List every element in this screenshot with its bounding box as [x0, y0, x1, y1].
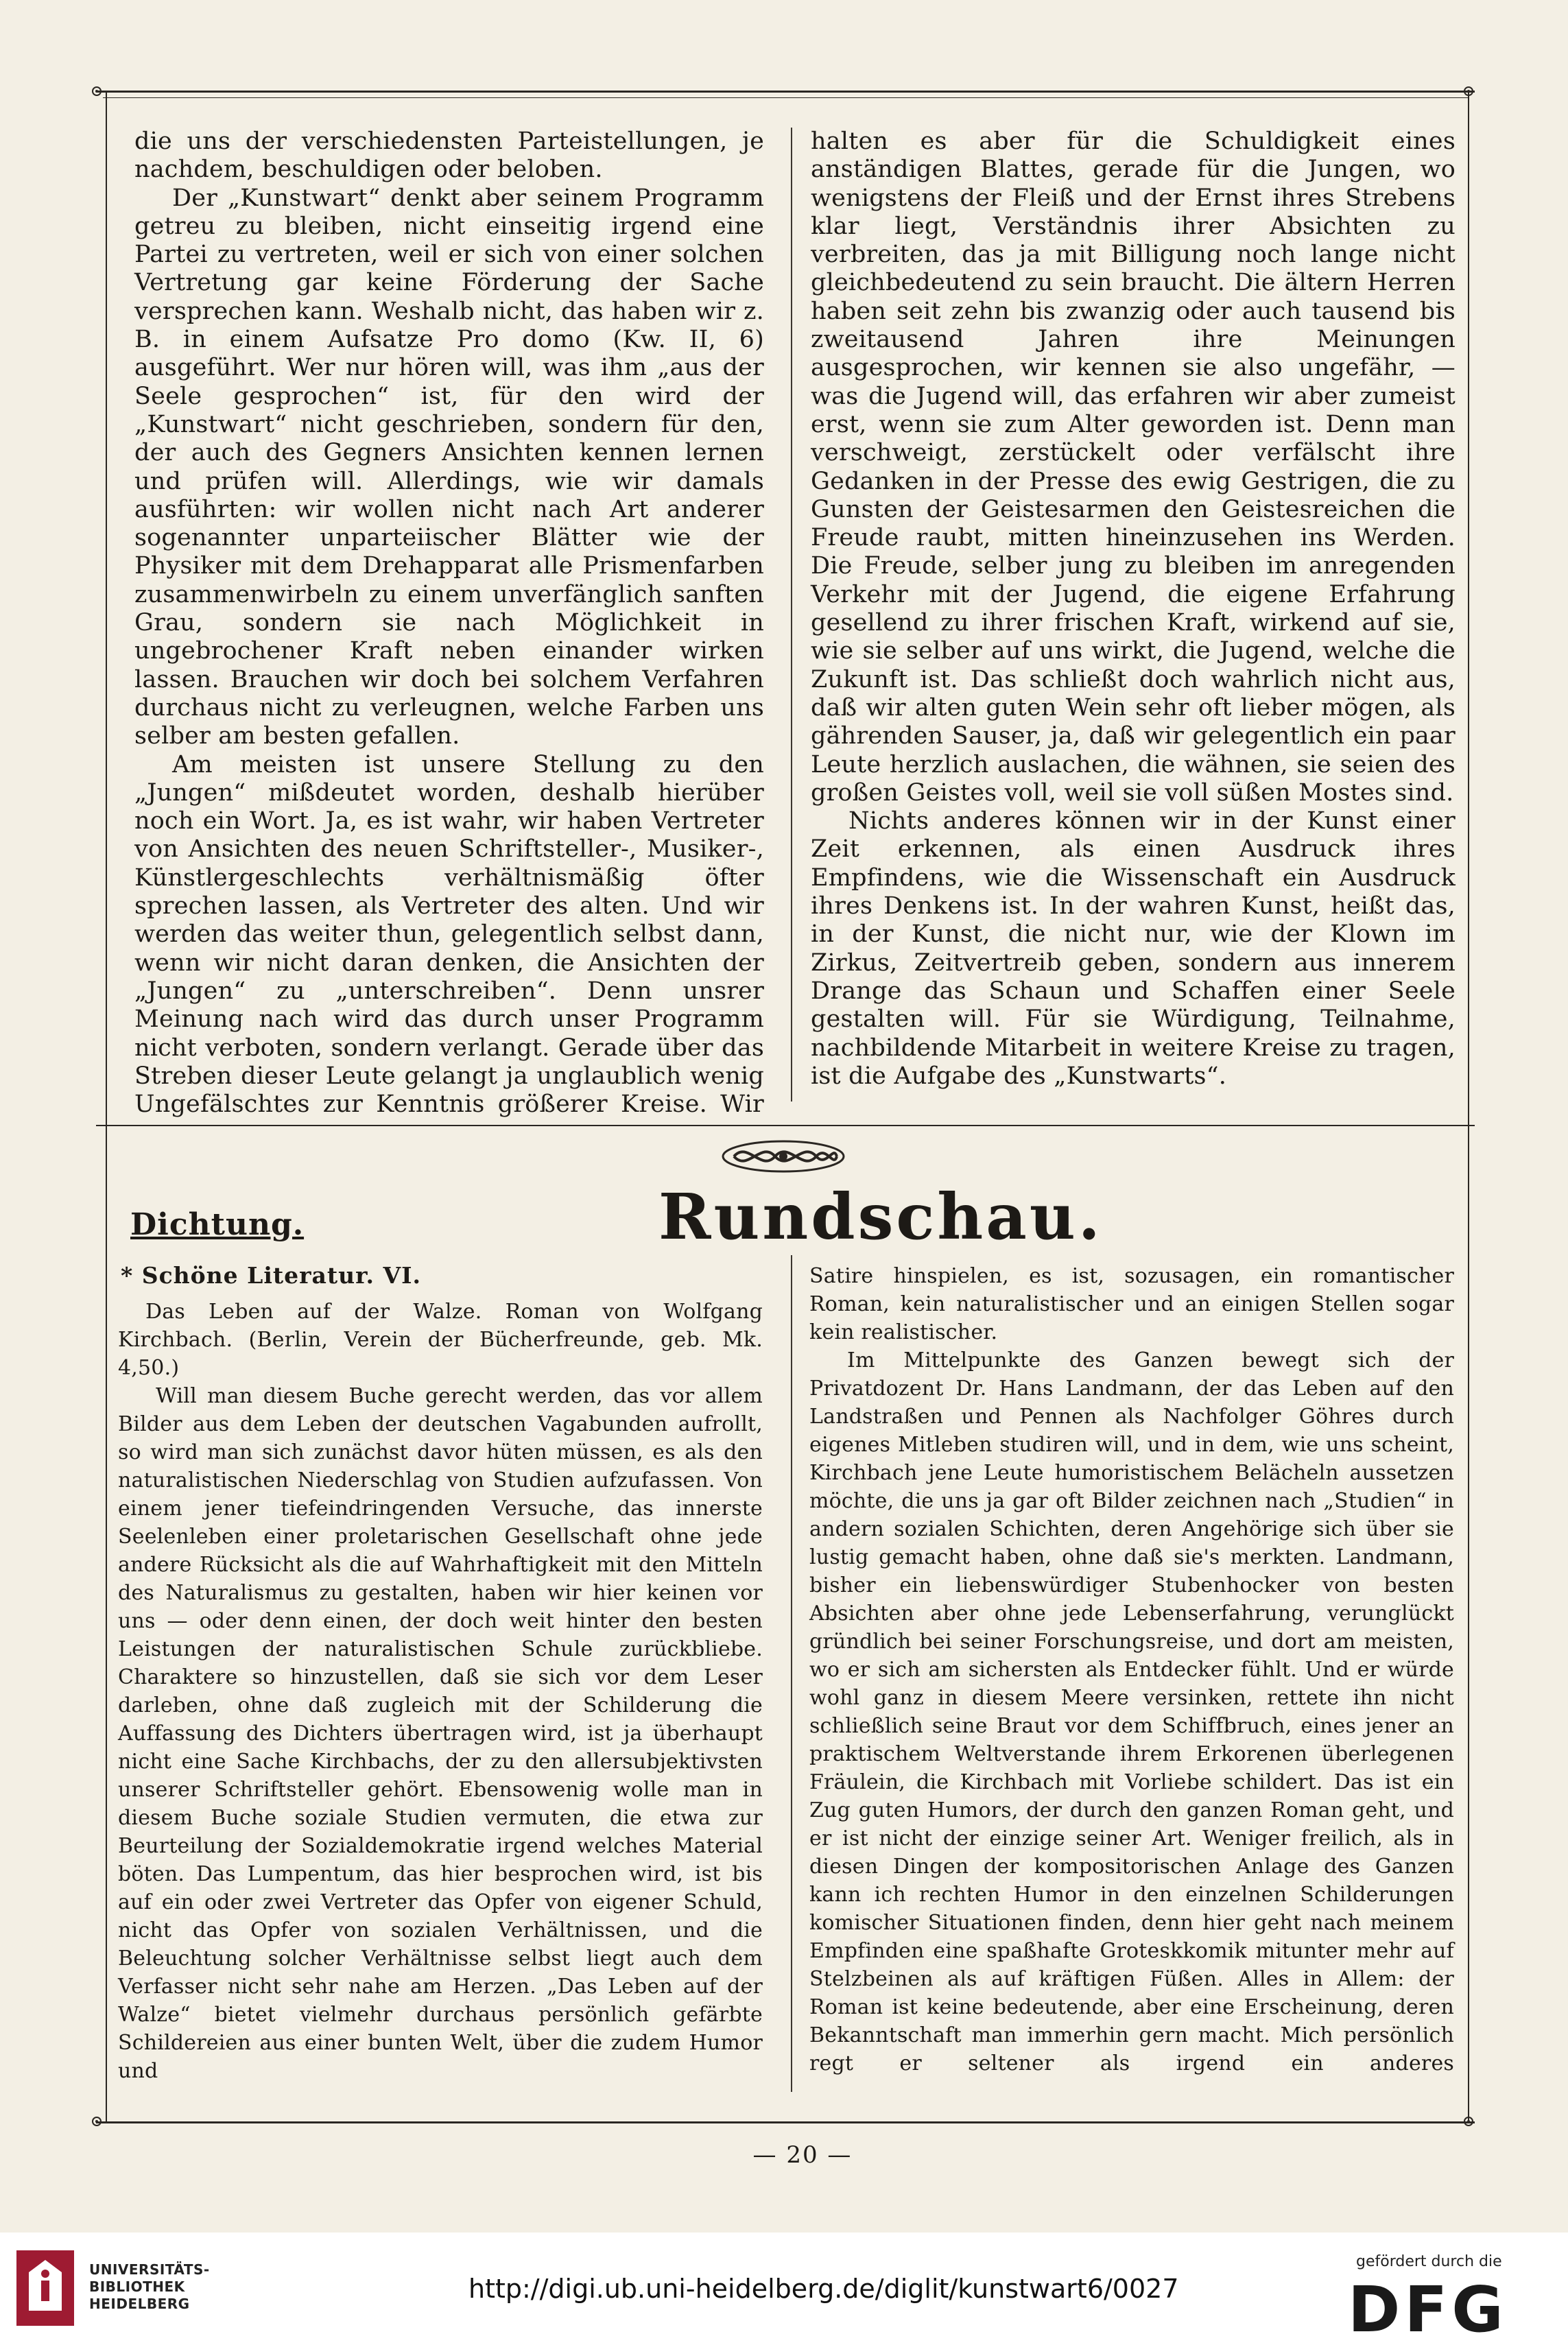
digitization-footer	[0, 2233, 1568, 2345]
frame-top-line	[96, 91, 1475, 93]
paragraph: Will man diesem Buche gerecht werden, das vor allem Bilder aus dem Leben der deutschen Vagabunden aufrollt, so wird man sich zunächst davor hüten müssen, es als den naturalistischen Niederschlag von Studien aufzufassen. Von einem jener tiefeindringenden Versuche, das innerste Seelenleben einer proletarischen Gesellschaft ohne jede andere Rücksicht als die auf Wahrhaftigkeit mit den Mitteln des Naturalismus zu gestalten, haben wir hier keinen vor uns — oder denn einen, der doch weit hinter den besten Leistungen der naturalistischen Schule zurückbliebe. Charaktere so hinzustellen, daß sie sich vor dem Leser darleben, ohne daß zugleich mit der Schilderung die Auffassung des Dichters übertragen wird, ist ja überhaupt nicht eine Sache Kirchbachs, der zu den allersubjektivsten unserer Schriftsteller gehört. Ebensowenig wolle man in diesem Buche soziale Studien vermuten, die etwa zur Beurteilung der Sozialdemokratie irgend welches Material böten. Das Lumpentum, das hier besprochen wird, ist bis auf ein oder zwei Vertreter das Opfer von eigener Schuld, nicht das Opfer von sozialen Verhältnissen, und die Beleuchtung solcher Verhältnisse selbst liegt auch dem Verfasser nicht sehr nahe am Herzen. „Das Leben auf der Walze“ bietet vielmehr durchaus persönlich gefärbte Schildereien aus einer bunten Welt, über die zudem Humor und	[118, 1384, 763, 2083]
paragraph: Nichts anderes können wir in der Kunst einer Zeit erkennen, als einen Ausdruck ihres Empfindens, wie die Wissenschaft ein Ausdruck ihres Denkens ist. In der wahren Kunst, heißt das, in der Kunst, die nicht nur, wie der Klown im Zirkus, Zeitvertreib geben, sondern aus innerem Drange das Schaun und Schaffen einer Seele gestalten will. Für sie Würdigung, Teilnahme, nachbildende Mitarbeit in weitere Kreise zu tragen, ist die Aufgabe des „Kunstwarts“.	[811, 807, 1456, 1090]
column-top-left	[134, 128, 764, 1119]
corner-ornament-bottom-left	[88, 2112, 106, 2130]
paragraph: halten es aber für die Schuldigkeit eines anständigen Blattes, gerade für die Jungen, wo wenigstens der Fleiß und der Ernst ihres Strebens klar liegt, Verständnis ihrer Absichten zu verbreiten, das ja mit Billigung noch lange nicht gleichbedeutend zu sein braucht. Die ältern Herren haben seit zehn bis zwanzig oder auch tausend bis zweitausend Jahren ihre Meinungen ausgesprochen, wir kennen sie also ungefähr, — was die Jugend will, das erfahren wir aber zumeist erst, wenn sie zum Alter geworden ist. Denn man verschweigt, zerstückelt oder verfälscht ihre Gedanken in der Presse des ewig Gestrigen, die zu Gunsten der Geistesarmen den Geistesreichen die Freude raubt, mitten hineinzusehen ins Werden. Die Freude, selber jung zu bleiben im anregenden Verkehr mit der Jugend, die eigene Erfahrung gesellend zu ihrer frischen Kraft, wirkend auf sie, wie sie selber auf uns wirkt, die Jugend, welche die Zukunft ist. Das schließt doch wahrlich nicht aus, daß wir alten guten Wein sehr oft lieber mögen, als gährenden Sauser, ja, daß wir gelegentlich ein paar Leute herzlich auslachen, die wähnen, sie seien des großen Geistes voll, weil sie voll süßen Mostes sind.	[811, 128, 1456, 807]
corner-ornament-top-left	[88, 82, 106, 100]
column-separator-bottom	[791, 1255, 792, 2092]
corner-ornament-bottom-right	[1460, 2112, 1477, 2130]
paragraph: Satire hinspielen, es ist, sozusagen, ein romantischer Roman, kein naturalistischer und an einigen Stellen sogar kein realistischer.	[809, 1264, 1454, 1344]
paragraph: Am meisten ist unsere Stellung zu den „Jungen“ mißdeutet worden, deshalb hierüber noch ein Wort. Ja, es ist wahr, wir haben Vertreter von Ansichten des neuen Schriftsteller-, Musiker-, Künstlergeschlechts verhältnismäßig öfter sprechen lassen, als Vertreter des alten. Und wir werden das weiter thun, gelegentlich selbst dann, wenn wir nicht daran denken, die Ansichten der „Jungen“ zu „unterschreiben“. Denn unsrer Meinung nach wird das durch unser Programm nicht verboten, sondern verlangt. Gerade über das Streben dieser Leute gelangt ja unglaublich wenig Ungefälschtes zur Kenntnis größerer Kreise. Wir	[134, 750, 764, 1119]
frame-left-line	[106, 93, 107, 2123]
frame-bottom-line	[96, 2121, 1475, 2123]
funding-label: gefördert durch die	[1356, 2253, 1502, 2270]
column-top-right	[811, 128, 1456, 1091]
subsection-heading: * Schöne Literatur. VI.	[121, 1262, 421, 1289]
dfg-logo-text: DFG	[1348, 2278, 1508, 2338]
frame-right-line	[1468, 93, 1469, 2123]
institution-line: UNIVERSITÄTS-	[89, 2261, 210, 2278]
knot-ornament	[720, 1135, 847, 1178]
permalink-url[interactable]: http://digi.ub.uni-heidelberg.de/diglit/kunstwart6/0027	[468, 2274, 1179, 2304]
dfg-logo	[1348, 2278, 1560, 2338]
column-bottom-left	[118, 1298, 763, 2085]
university-seal-icon	[14, 2248, 77, 2329]
corner-ornament-top-right	[1460, 82, 1477, 100]
page-number: — 20 —	[752, 2141, 853, 2169]
institution-line: BIBLIOTHEK	[89, 2278, 185, 2295]
institution-line: HEIDELBERG	[89, 2296, 190, 2312]
paragraph: Im Mittelpunkte des Ganzen bewegt sich der Privatdozent Dr. Hans Landmann, der das Leben auf den Landstraßen und Pennen als Nachfolger Göhres durch eigenes Mitleben studiren will, und in dem, wie uns scheint, Kirchbach jene Leute humoristischem Belächeln aussetzen möchte, die uns ja gar oft Bilder zeichnen nach „Studien“ in andern sozialen Schichten, deren Angehörige sich über sie lustig gemacht haben, ohne daß sie's merkten. Landmann, bisher ein liebenswürdiger Stubenhocker von besten Absichten aber ohne jede Lebenserfahrung, verunglückt gründlich bei seiner Forschungsreise, und dort am meisten, wo er sich am sichersten als Entdecker fühlt. Und er würde wohl ganz in diesem Meere versinken, rettete ihn nicht schließlich seine Braut vor dem Schiffbruch, eines jener an praktischem Weltverstande ihrem Erkorenen überlegenen Fräulein, die Kirchbach mit Vorliebe schildert. Das ist ein Zug guten Humors, der durch den ganzen Roman geht, und er ist nicht der einzige seiner Art. Weniger freilich, als in diesen Dingen der kompositorischen Anlage des Ganzen kann ich rechten Humor in den einzelnen Schilderungen komischer Situationen finden, denn hier geht nach meinem Empfinden eine spaßhafte Groteskkomik mitunter mehr auf Stelzbeinen als auf kräftigen Füßen. Alles in Allem: der Roman ist keine bedeutende, aber eine Erscheinung, deren Bekanntschaft man immerhin gern macht. Mich persönlich regt er seltener als irgend ein anderes	[809, 1348, 1454, 2075]
column-separator-top	[791, 128, 792, 1102]
section-title: Rundschau.	[658, 1180, 1103, 1254]
institution-name	[89, 2261, 210, 2313]
column-bottom-right	[809, 1262, 1454, 2078]
paragraph: die uns der verschiedensten Parteistellungen, je nachdem, beschuldigen oder beloben.	[134, 128, 764, 184]
frame-top-line-inner	[103, 97, 1468, 98]
frame-middle-line	[96, 1125, 1475, 1126]
paragraph: Der „Kunstwart“ denkt aber seinem Programm getreu zu bleiben, nicht einseitig irgend eine Partei zu vertreten, weil er sich von einer solchen Vertretung gar keine Förderung der Sache versprechen kann. Weshalb nicht, das haben wir z. B. in einem Aufsatze Pro domo (Kw. II, 6) ausgeführt. Wer nur hören will, was ihm „aus der Seele gesprochen“ ist, für den wird der „Kunstwart“ nicht geschrieben, sondern für den, der auch des Gegners Ansichten kennen lernen und prüfen will. Allerdings, wie wir damals ausführten: wir wollen nicht nach Art anderer sogenannter unparteiischer Blätter wie der Physiker mit dem Drehapparat alle Prismenfarben zusammenwirbeln zu einem unverfänglich sanften Grau, sondern sie nach Möglichkeit in ungebrochener Kraft neben einander wirken lassen. Brauchen wir doch bei solchem Verfahren durchaus nicht zu verleugnen, welche Farben uns selber am besten gefallen.	[134, 184, 764, 750]
section-category: Dichtung.	[130, 1207, 305, 1242]
paragraph: Das Leben auf der Walze. Roman von Wolfgang Kirchbach. (Berlin, Verein der Bücherfreunde, geb. Mk. 4,50.)	[118, 1300, 763, 1380]
